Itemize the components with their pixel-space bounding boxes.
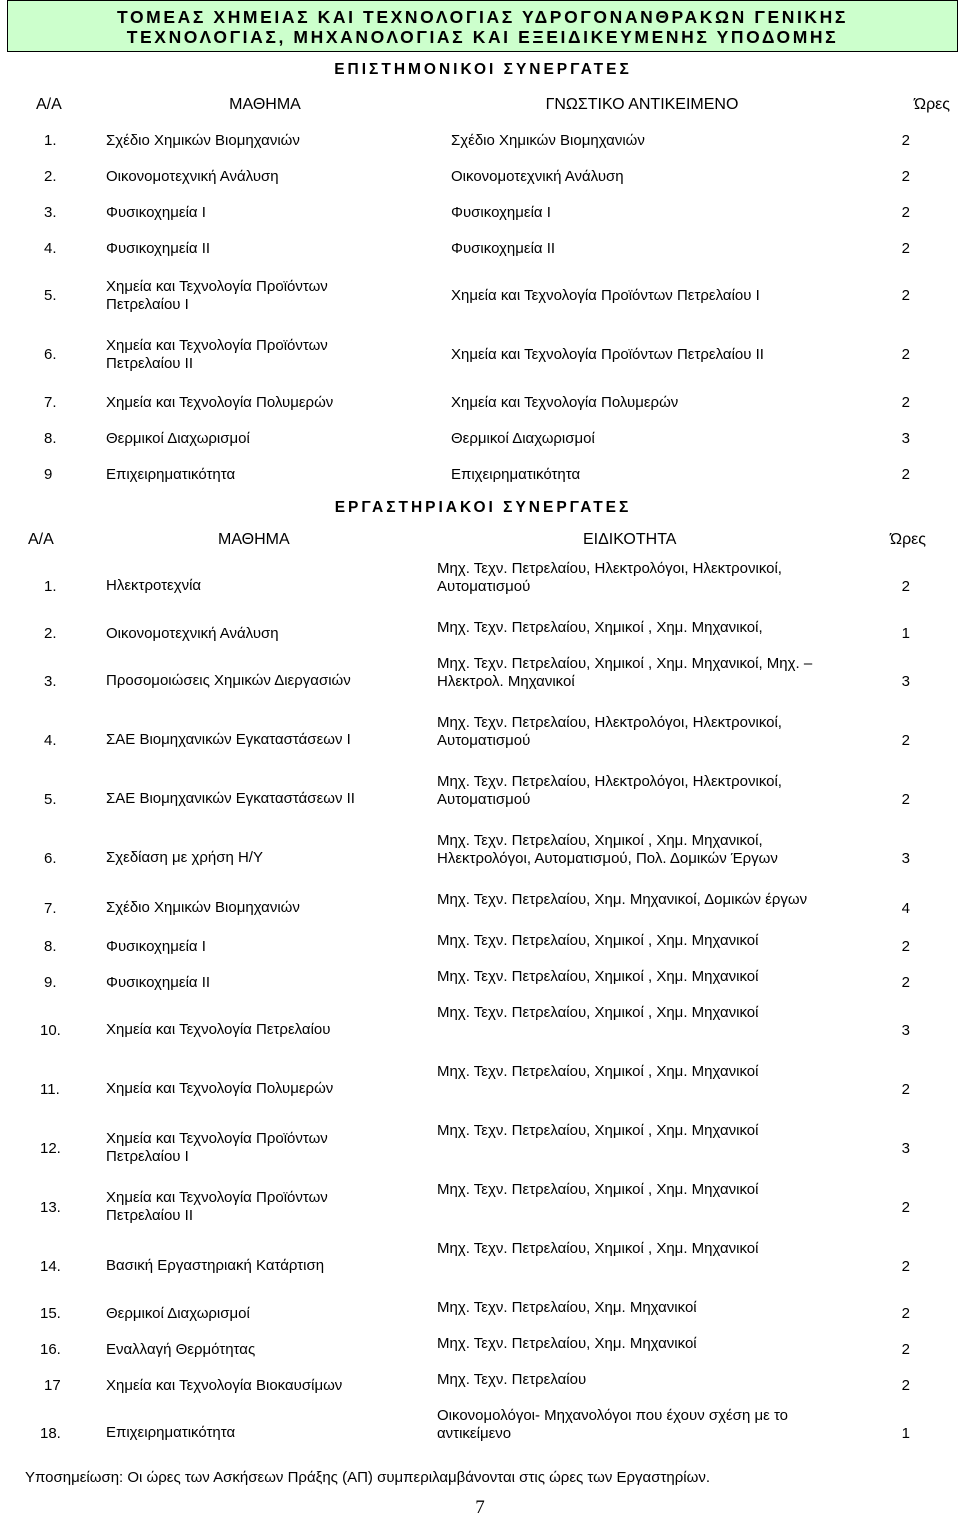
specialty-line-1: Μηχ. Τεχν. Πετρελαίου, Χημ. Μηχανικοί, Δομικών έργων	[437, 891, 808, 908]
specialty	[433, 711, 852, 770]
course-name: Χημεία και Τεχνολογία Βιοκαυσίμων	[98, 1368, 433, 1404]
section1-header-num: Α/Α	[8, 88, 98, 123]
row-number: 1.	[8, 123, 98, 159]
row-number: 2.	[8, 616, 98, 652]
course-name-line-1: Χημεία και Τεχνολογία Προϊόντων	[106, 278, 328, 295]
row-number: 9.	[8, 965, 98, 1001]
course-name: Φυσικοχημεία ΙΙ	[98, 965, 433, 1001]
specialty-line-2: Αυτοματισμού	[437, 791, 531, 808]
specialty	[433, 1368, 852, 1404]
section1-header-course: ΜΑΘΗΜΑ	[98, 88, 433, 123]
course-name: Βασική Εργαστηριακή Κατάρτιση	[98, 1237, 433, 1296]
row-number: 13.	[8, 1178, 98, 1237]
row-number: 5.	[8, 267, 98, 326]
specialty	[433, 1404, 852, 1463]
specialty	[433, 1001, 852, 1060]
row-number: 5.	[8, 770, 98, 829]
course-name: Οικονομοτεχνική Ανάλυση	[98, 616, 433, 652]
hours: 2	[852, 1060, 959, 1119]
specialty-line-2: Αυτοματισμού	[437, 732, 531, 749]
hours: 3	[852, 1001, 959, 1060]
table-row	[8, 421, 959, 457]
specialty-line-1: Μηχ. Τεχν. Πετρελαίου	[437, 1371, 587, 1388]
hours: 3	[852, 829, 959, 888]
table-row	[8, 267, 959, 326]
row-number: 2.	[8, 159, 98, 195]
course-name: Επιχειρηματικότητα	[98, 1404, 433, 1463]
section2-header-spec: ΕΙΔΙΚΟΤΗΤΑ	[433, 524, 852, 557]
hours: 2	[852, 123, 959, 159]
hours: 2	[852, 326, 959, 385]
table-row	[8, 1404, 959, 1463]
course-name-line-1: Χημεία και Τεχνολογία Προϊόντων	[106, 1189, 328, 1206]
table-row	[8, 770, 959, 829]
course-name-line-1: Χημεία και Τεχνολογία Προϊόντων	[106, 1130, 328, 1147]
section2-header-course: ΜΑΘΗΜΑ	[98, 524, 433, 557]
table-row	[8, 159, 959, 195]
table-row	[8, 457, 959, 493]
specialty	[433, 652, 852, 711]
row-number: 8.	[8, 929, 98, 965]
specialty-line-2: Ηλεκτρολ. Μηχανικοί	[437, 673, 575, 690]
table-row	[8, 231, 959, 267]
hours: 4	[852, 888, 959, 929]
hours: 2	[852, 385, 959, 421]
specialty	[433, 557, 852, 616]
specialty-line-1: Μηχ. Τεχν. Πετρελαίου, Χημικοί , Χημ. Μηχανικοί, Μηχ. –	[437, 655, 813, 672]
course-name: ΣΑΕ Βιομηχανικών Εγκαταστάσεων ΙΙ	[98, 770, 433, 829]
row-number: 7.	[8, 385, 98, 421]
course-name: Χημεία και Τεχνολογία Πολυμερών	[98, 1060, 433, 1119]
specialty-line-1: Μηχ. Τεχν. Πετρελαίου, Χημικοί , Χημ. Μηχανικοί	[437, 968, 759, 985]
row-number: 15.	[8, 1296, 98, 1332]
table-row	[8, 385, 959, 421]
hours: 2	[852, 770, 959, 829]
subject: Φυσικοχημεία ΙΙ	[433, 231, 852, 267]
section2-header-num: Α/Α	[8, 524, 98, 557]
department-banner	[7, 0, 958, 52]
specialty-line-1: Μηχ. Τεχν. Πετρελαίου, Χημ. Μηχανικοί	[437, 1335, 697, 1352]
subject: Θερμικοί Διαχωρισμοί	[433, 421, 852, 457]
specialty	[433, 1178, 852, 1237]
row-number: 6.	[8, 326, 98, 385]
specialty	[433, 1060, 852, 1119]
table-row	[8, 929, 959, 965]
hours: 1	[852, 1404, 959, 1463]
table-row	[8, 1332, 959, 1368]
specialty	[433, 1119, 852, 1178]
document-page	[7, 0, 958, 1486]
table-row	[8, 1368, 959, 1404]
row-number: 3.	[8, 652, 98, 711]
specialty-line-2: Ηλεκτρολόγοι, Αυτοματισμού, Πολ. Δομικών Έργων	[437, 850, 778, 867]
section1-title: ΕΠΙΣΤΗΜΟΝΙΚΟΙ ΣΥΝΕΡΓΑΤΕΣ	[8, 53, 959, 88]
subject: Επιχειρηματικότητα	[433, 457, 852, 493]
course-name: Χημεία και Τεχνολογία Πολυμερών	[98, 385, 433, 421]
hours: 2	[852, 231, 959, 267]
row-number: 17	[8, 1368, 98, 1404]
hours: 2	[852, 557, 959, 616]
row-number: 9	[8, 457, 98, 493]
hours: 2	[852, 267, 959, 326]
hours: 1	[852, 616, 959, 652]
course-name	[98, 267, 433, 326]
specialty-line-1: Μηχ. Τεχν. Πετρελαίου, Χημικοί , Χημ. Μηχανικοί	[437, 1181, 759, 1198]
table-row	[8, 1001, 959, 1060]
specialty-line-2: αντικείμενο	[437, 1425, 512, 1442]
hours: 2	[852, 1296, 959, 1332]
table-row	[8, 557, 959, 616]
specialty-line-1: Μηχ. Τεχν. Πετρελαίου, Ηλεκτρολόγοι, Ηλεκτρονικοί,	[437, 773, 782, 790]
table-row	[8, 888, 959, 929]
specialty	[433, 888, 852, 929]
table-row	[8, 1178, 959, 1237]
course-name: Σχεδίαση με χρήση Η/Υ	[98, 829, 433, 888]
course-name-line-2: Πετρελαίου Ι	[106, 1148, 189, 1165]
table-row	[8, 652, 959, 711]
course-name-line-1: Χημεία και Τεχνολογία Προϊόντων	[106, 337, 328, 354]
hours: 2	[852, 929, 959, 965]
banner-line-2: ΤΕΧΝΟΛΟΓΙΑΣ, ΜΗΧΑΝΟΛΟΓΙΑΣ ΚΑΙ ΕΞΕΙΔΙΚΕΥΜΕΝΗΣ ΥΠΟΔΟΜΗΣ	[126, 27, 839, 47]
specialty-line-1: Μηχ. Τεχν. Πετρελαίου, Χημικοί , Χημ. Μηχανικοί,	[437, 832, 763, 849]
section2-title: ΕΡΓΑΣΤΗΡΙΑΚΟΙ ΣΥΝΕΡΓΑΤΕΣ	[8, 493, 959, 524]
specialty-line-2: Αυτοματισμού	[437, 578, 531, 595]
course-name-line-2: Πετρελαίου ΙΙ	[106, 1207, 193, 1224]
course-name: Οικονομοτεχνική Ανάλυση	[98, 159, 433, 195]
hours: 3	[852, 1119, 959, 1178]
course-name: Ηλεκτροτεχνία	[98, 557, 433, 616]
course-name: Εναλλαγή Θερμότητας	[98, 1332, 433, 1368]
row-number: 11.	[8, 1060, 98, 1119]
table-row	[8, 1296, 959, 1332]
table-row	[8, 965, 959, 1001]
specialty-line-1: Μηχ. Τεχν. Πετρελαίου, Χημικοί , Χημ. Μηχανικοί	[437, 1122, 759, 1139]
section1-header-row	[8, 88, 959, 123]
specialty-line-1: Μηχ. Τεχν. Πετρελαίου, Χημικοί , Χημ. Μηχανικοί	[437, 932, 759, 949]
row-number: 4.	[8, 231, 98, 267]
hours: 2	[852, 1368, 959, 1404]
specialty-line-1: Μηχ. Τεχν. Πετρελαίου, Χημικοί , Χημ. Μηχανικοί,	[437, 619, 763, 636]
subject: Χημεία και Τεχνολογία Προϊόντων Πετρελαίου ΙΙ	[433, 326, 852, 385]
table-row	[8, 1237, 959, 1296]
table-row	[8, 1060, 959, 1119]
course-name: Φυσικοχημεία Ι	[98, 929, 433, 965]
subject: Οικονομοτεχνική Ανάλυση	[433, 159, 852, 195]
course-name	[98, 1178, 433, 1237]
hours: 2	[852, 965, 959, 1001]
row-number: 6.	[8, 829, 98, 888]
row-number: 4.	[8, 711, 98, 770]
table-row	[8, 1119, 959, 1178]
row-number: 14.	[8, 1237, 98, 1296]
row-number: 12.	[8, 1119, 98, 1178]
course-name: ΣΑΕ Βιομηχανικών Εγκαταστάσεων Ι	[98, 711, 433, 770]
course-name	[98, 1119, 433, 1178]
course-name: Θερμικοί Διαχωρισμοί	[98, 1296, 433, 1332]
banner-line-1: ΤΟΜΕΑΣ ΧΗΜΕΙΑΣ ΚΑΙ ΤΕΧΝΟΛΟΓΙΑΣ ΥΔΡΟΓΟΝΑΝΘΡΑΚΩΝ ΓΕΝΙΚΗΣ	[116, 7, 848, 27]
specialty-line-1: Μηχ. Τεχν. Πετρελαίου, Χημικοί , Χημ. Μηχανικοί	[437, 1240, 759, 1257]
specialty	[433, 1296, 852, 1332]
hours: 3	[852, 421, 959, 457]
table-row	[8, 326, 959, 385]
subject: Φυσικοχημεία Ι	[433, 195, 852, 231]
hours: 2	[852, 457, 959, 493]
section2-header-row	[8, 524, 959, 557]
row-number: 16.	[8, 1332, 98, 1368]
hours: 2	[852, 711, 959, 770]
row-number: 8.	[8, 421, 98, 457]
specialty-line-1: Μηχ. Τεχν. Πετρελαίου, Ηλεκτρολόγοι, Ηλεκτρονικοί,	[437, 714, 782, 731]
row-number: 18.	[8, 1404, 98, 1463]
specialty	[433, 829, 852, 888]
course-name-line-2: Πετρελαίου Ι	[106, 296, 189, 313]
specialty	[433, 965, 852, 1001]
row-number: 7.	[8, 888, 98, 929]
section1-header-subject: ΓΝΩΣΤΙΚΟ ΑΝΤΙΚΕΙΜΕΝΟ	[433, 88, 852, 123]
section2-header-hours: Ώρες	[852, 524, 959, 557]
course-name: Φυσικοχημεία Ι	[98, 195, 433, 231]
course-name: Σχέδιο Χημικών Βιομηχανιών	[98, 123, 433, 159]
table-row	[8, 123, 959, 159]
row-number: 10.	[8, 1001, 98, 1060]
specialty	[433, 616, 852, 652]
subject: Σχέδιο Χημικών Βιομηχανιών	[433, 123, 852, 159]
specialty	[433, 929, 852, 965]
specialty-line-1: Μηχ. Τεχν. Πετρελαίου, Χημικοί , Χημ. Μηχανικοί	[437, 1063, 759, 1080]
hours: 2	[852, 159, 959, 195]
footnote: Υποσημείωση: Οι ώρες των Ασκήσεων Πράξης (ΑΠ) συμπεριλαμβάνονται στις ώρες των Εργαστηρίων.	[25, 1469, 710, 1486]
hours: 2	[852, 1237, 959, 1296]
subject: Χημεία και Τεχνολογία Προϊόντων Πετρελαίου Ι	[433, 267, 852, 326]
course-name: Φυσικοχημεία ΙΙ	[98, 231, 433, 267]
table-row	[8, 829, 959, 888]
hours: 2	[852, 1178, 959, 1237]
table-row	[8, 616, 959, 652]
specialty-line-1: Μηχ. Τεχν. Πετρελαίου, Ηλεκτρολόγοι, Ηλεκτρονικοί,	[437, 560, 782, 577]
specialty	[433, 770, 852, 829]
hours: 2	[852, 1332, 959, 1368]
specialty	[433, 1332, 852, 1368]
course-name	[98, 326, 433, 385]
section1-header-hours: Ώρες	[852, 88, 959, 123]
subject: Χημεία και Τεχνολογία Πολυμερών	[433, 385, 852, 421]
course-name: Επιχειρηματικότητα	[98, 457, 433, 493]
course-name-line-2: Πετρελαίου ΙΙ	[106, 355, 193, 372]
specialty-line-1: Οικονομολόγοι- Μηχανολόγοι που έχουν σχέση με το	[437, 1407, 789, 1424]
course-name: Θερμικοί Διαχωρισμοί	[98, 421, 433, 457]
specialty	[433, 1237, 852, 1296]
row-number: 1.	[8, 557, 98, 616]
row-number: 3.	[8, 195, 98, 231]
hours: 2	[852, 195, 959, 231]
specialty-line-1: Μηχ. Τεχν. Πετρελαίου, Χημ. Μηχανικοί	[437, 1299, 697, 1316]
specialty-line-1: Μηχ. Τεχν. Πετρελαίου, Χημικοί , Χημ. Μηχανικοί	[437, 1004, 759, 1021]
course-name: Σχέδιο Χημικών Βιομηχανιών	[98, 888, 433, 929]
hours: 3	[852, 652, 959, 711]
staff-table	[7, 52, 959, 1463]
course-name: Χημεία και Τεχνολογία Πετρελαίου	[98, 1001, 433, 1060]
table-row	[8, 195, 959, 231]
course-name: Προσομοιώσεις Χημικών Διεργασιών	[98, 652, 433, 711]
table-row	[8, 711, 959, 770]
page-number: 7	[475, 1497, 485, 1518]
